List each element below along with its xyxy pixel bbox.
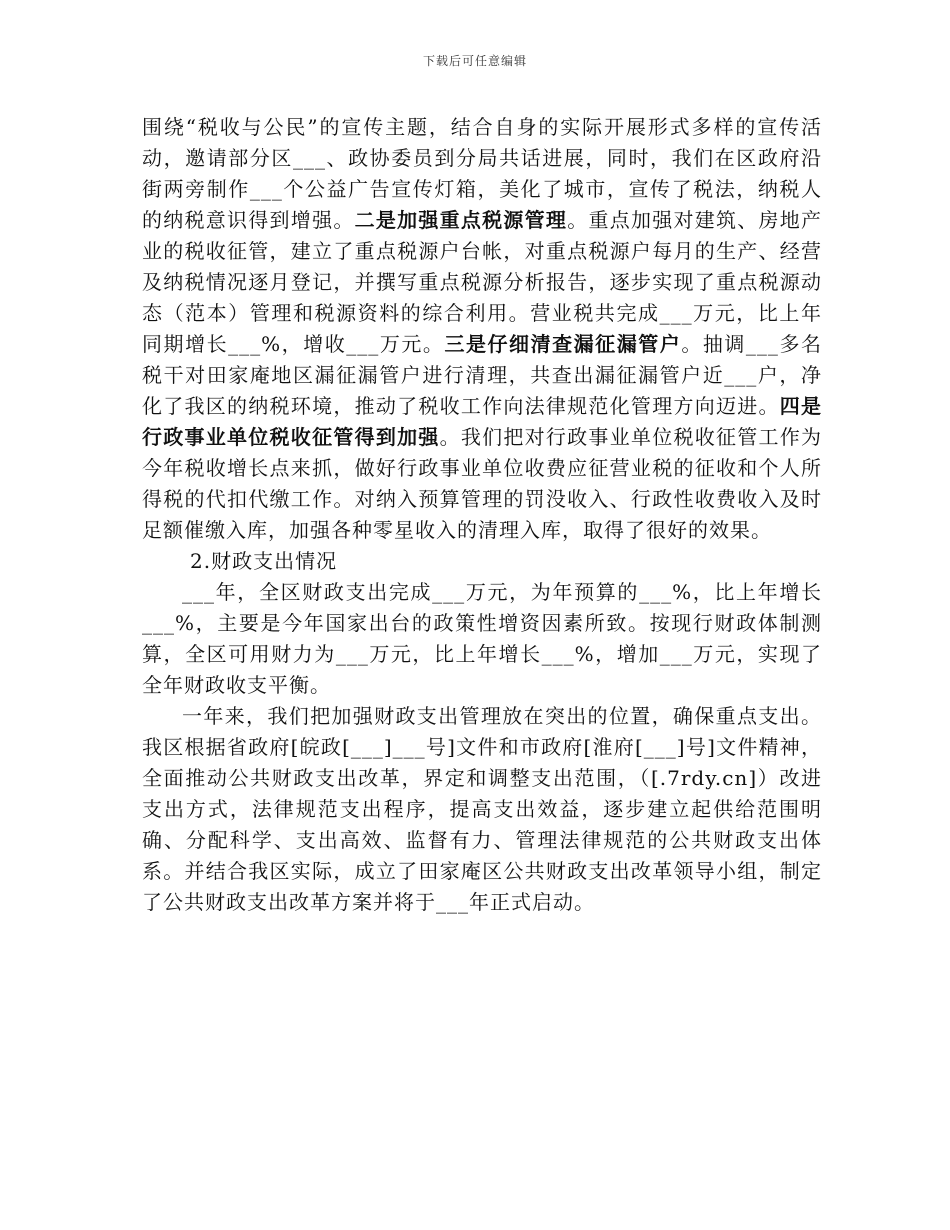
bold-heading-key-tax-sources: 二是加强重点税源管理	[354, 208, 568, 232]
document-body	[142, 112, 822, 918]
paragraph-reform: 一年来，我们把加强财政支出管理放在突出的位置，确保重点支出。我区根据省政府[皖政[___]___号]文件和市政府[淮府[___]号]文件精神，全面推动公共财政支出改革，界定和调整支出范围，（[.7rdy.cn]）改进支出方式，法律规范支出程序，提高支出效益，逐步建立起供给范围明确、分配科学、支出高效、监督有力、管理法律规范的公共财政支出体系。并结合我区实际，成立了田家庵区公共财政支出改革领导小组，制定了公共财政支出改革方案并将于___年正式启动。	[142, 704, 822, 914]
bold-heading-admin-units: 四是行政事业单位税收征管得到加强	[142, 394, 823, 449]
paragraph-tax-admin	[142, 112, 822, 546]
text-segment: 。我们把对行政事业单位税收征管工作为今年税收增长点来抓，做好行政事业单位收费应征营业税的征收和个人所得税的代扣代缴工作。对纳入预算管理的罚没收入、行政性收费收入及时足额催缴入库，加强各种零星收入的清理入库，取得了很好的效果。	[142, 425, 823, 542]
section-heading: 2.财政支出情况	[190, 549, 338, 573]
paragraph-expenditure: ___年，全区财政支出完成___万元，为年预算的___%，比上年增长___%，主要是今年国家出台的政策性增资因素所致。按现行财政体制测算，全区可用财力为___万元，比上年增长___%，增加___万元，实现了全年财政收支平衡。	[142, 580, 822, 697]
bold-heading-unregistered-taxpayers: 三是仔细清查漏征漏管户	[444, 332, 682, 356]
page-header: 下载后可任意编辑	[422, 54, 527, 68]
text-segment: 。抽调___多名税干对田家庵地区漏征漏管户进行清理，共查出漏征漏管户近___户，净化了我区的纳税环境，推动了税收工作向法律规范化管理方向迈进。	[142, 332, 823, 418]
text-segment: 。重点加强对建筑、房地产业的税收征管，建立了重点税源户台帐，对重点税源户每月的生产、经营及纳税情况逐月登记，并撰写重点税源分析报告，逐步实现了重点税源动态（范本）管理和税源资料的综合利用。营业税共完成___万元，比上年同期增长___%，增收___万元。	[142, 208, 823, 356]
text-segment: 围绕“税收与公民”的宣传主题，结合自身的实际开展形式多样的宣传活动，邀请部分区___、政协委员到分局共话进展，同时，我们在区政府沿街两旁制作___个公益广告宣传灯箱，美化了城市，宣传了税法，纳税人的纳税意识得到增强。	[142, 115, 822, 232]
